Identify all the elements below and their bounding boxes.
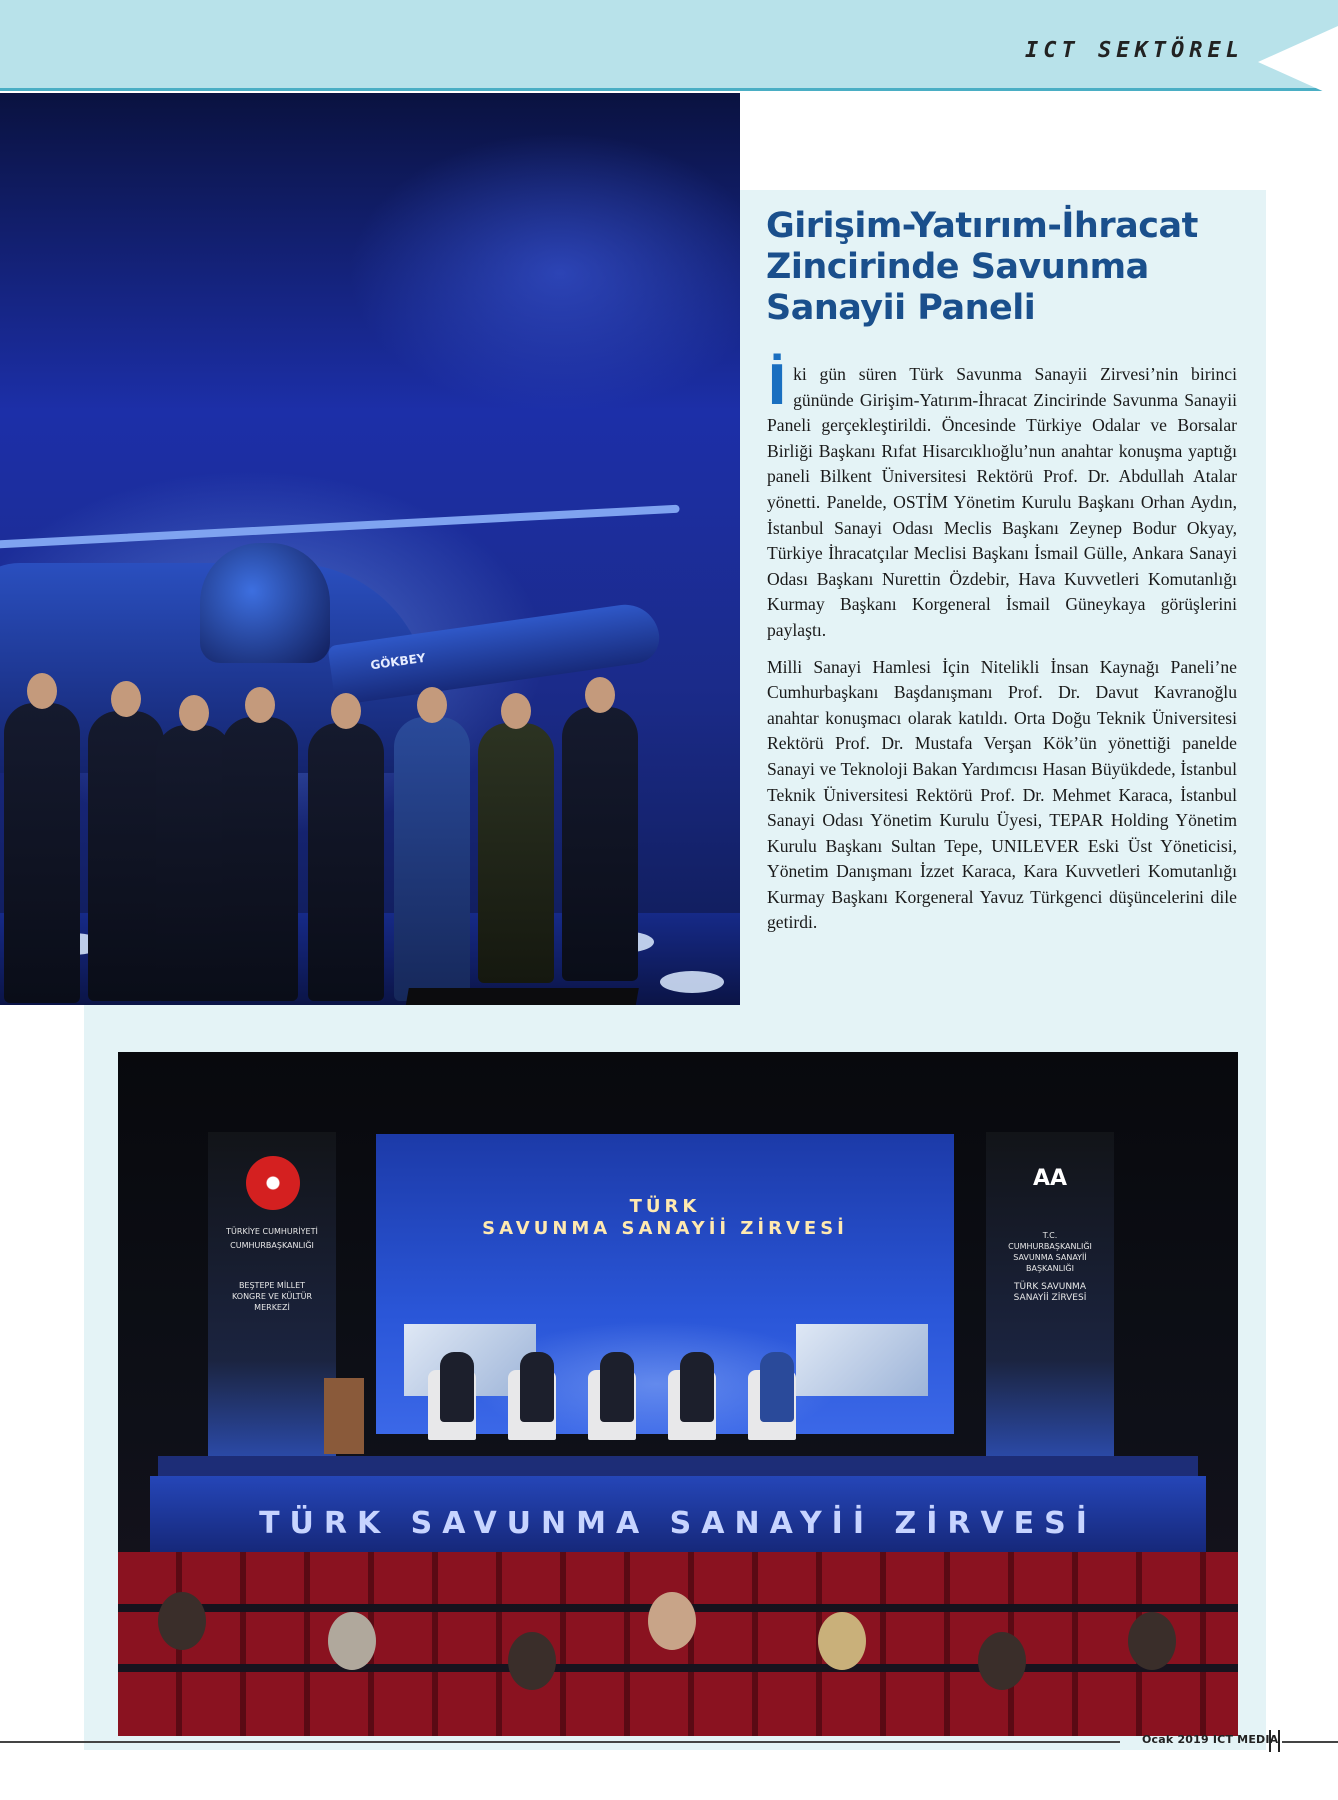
audience-member <box>818 1612 866 1670</box>
official-figure <box>4 703 80 1003</box>
article-body <box>767 354 1237 947</box>
header-arrow-icon <box>1258 26 1338 98</box>
official-figure <box>394 717 470 1001</box>
stage-banner-text: TÜRK SAVUNMA SANAYİİ ZİRVESİ <box>259 1506 1097 1541</box>
drop-cap: İ <box>767 354 788 417</box>
screen-title <box>376 1196 954 1240</box>
stage-speaker <box>391 988 639 1005</box>
audience-member <box>1128 1612 1176 1670</box>
article-paragraph: Milli Sanayi Hamlesi İçin Nitelikli İnsan Kaynağı Paneli’ne Cumhurbaşkanı Başdanışmanı Prof. Dr. Davut Kavranoğlu anahtar konuşmacı olarak katıldı. Orta Doğu Teknik Üniversitesi Rektörü Prof. Dr. Mustafa Verşan Kök’ün yönettiği panelde Sanayi ve Teknoloji Bakan Yardımcısı Hasan Büyükdede, İstanbul Teknik Üniversitesi Rektörü Prof. Dr. Mehmet Karaca, İstanbul Sanayi Odası Yönetim Kurulu Üyesi, TEPAR Holding Yönetim Kurulu Başkanı Sultan Tepe, UNILEVER Eski Üst Yöneticisi, Yönetim Danışmanı İzzet Karaca, Kara Kuvvetleri Komutanlığı Kurmay Başkanı Korgeneral Yavuz Türkgenci düşüncelerini dile getirdi. <box>767 656 1237 933</box>
podium <box>324 1378 364 1454</box>
stage-banner <box>150 1476 1206 1552</box>
audience-member <box>328 1612 376 1670</box>
official-figure <box>308 723 384 1001</box>
paragraph-text: ki gün süren Türk Savunma Sanayii Zirvesi’nin birinci gününde Girişim-Yatırım-İhracat Zincirinde Savunma Sanayii Paneli gerçekleştirildi. Öncesinde Türkiye Odalar ve Borsalar Birliği Başkanı Rıfat Hisarcıklıoğlu’nun anahtar konuşma yaptığı paneli Bilkent Üniversitesi Rektörü Prof. Dr. Abdullah Atalar yönetti. Panelde, OSTİM Yönetim Kurulu Başkanı Orhan Aydın, İstanbul Sanayi Odası Meclis Başkanı Zeynep Bodur Okyay, Türkiye İhracatçılar Meclisi Başkanı İsmail Gülle, Ankara Sanayi Odası Başkanı Nurettin Özdebir, Hava Kuvvetleri Komutanlığı Kurmay Başkanı Korgeneral İsmail Güneykaya görüşlerini paylaştı. <box>767 364 1237 640</box>
panelist <box>440 1352 474 1422</box>
aa-logo-icon: AA <box>1032 1166 1068 1191</box>
audience-member <box>508 1632 556 1690</box>
banner-text: T.C. CUMHURBAŞKANLIĞI SAVUNMA SANAYİİ BAŞKANLIĞI <box>1008 1231 1092 1273</box>
audience-member <box>978 1632 1026 1690</box>
banner-text: CUMHURBAŞKANLIĞI <box>230 1241 314 1250</box>
banner-text: TÜRKİYE CUMHURİYETİ <box>226 1227 318 1236</box>
official-figure <box>88 711 164 1001</box>
official-figure <box>478 723 554 983</box>
helicopter-label: GÖKBEY <box>369 650 427 673</box>
seat-row <box>118 1672 1238 1736</box>
panelist <box>520 1352 554 1422</box>
floor-light <box>660 971 724 993</box>
presidential-emblem-icon <box>246 1156 300 1210</box>
official-figure <box>562 707 638 981</box>
issue-footer: Ocak 2019 ICT MEDIA <box>1142 1733 1279 1746</box>
rotor-blade <box>0 505 680 550</box>
panelist <box>680 1352 714 1422</box>
banner-text: TÜRK SAVUNMA SANAYİİ ZİRVESİ <box>1013 1282 1087 1303</box>
left-banner <box>208 1132 336 1458</box>
article-paragraph <box>767 354 1237 644</box>
footer-rule <box>1282 1741 1338 1743</box>
page-marker-icon <box>1269 1730 1280 1752</box>
right-banner <box>986 1132 1114 1458</box>
helicopter-photo <box>0 93 740 1005</box>
banner-text: BEŞTEPE MİLLET KONGRE VE KÜLTÜR MERKEZİ <box>231 1281 313 1312</box>
article-title: Girişim-Yatırım-İhracat Zincirinde Savunma Sanayii Paneli <box>766 206 1198 328</box>
audience-member <box>648 1592 696 1650</box>
screen-title-line: TÜRK <box>629 1196 701 1217</box>
screen-title-line: SAVUNMA SANAYİİ ZİRVESİ <box>482 1218 848 1239</box>
panelist <box>760 1352 794 1422</box>
footer-rule <box>0 1741 1120 1743</box>
section-label: ICT SEKTÖREL <box>1025 38 1244 63</box>
inset-image <box>796 1324 928 1396</box>
official-figure <box>222 717 298 1001</box>
header-divider <box>0 88 1338 91</box>
audience-member <box>158 1592 206 1650</box>
panelist <box>600 1352 634 1422</box>
summit-hall-photo <box>118 1052 1238 1736</box>
official-figure <box>156 725 232 1001</box>
helicopter-cockpit <box>200 543 330 663</box>
